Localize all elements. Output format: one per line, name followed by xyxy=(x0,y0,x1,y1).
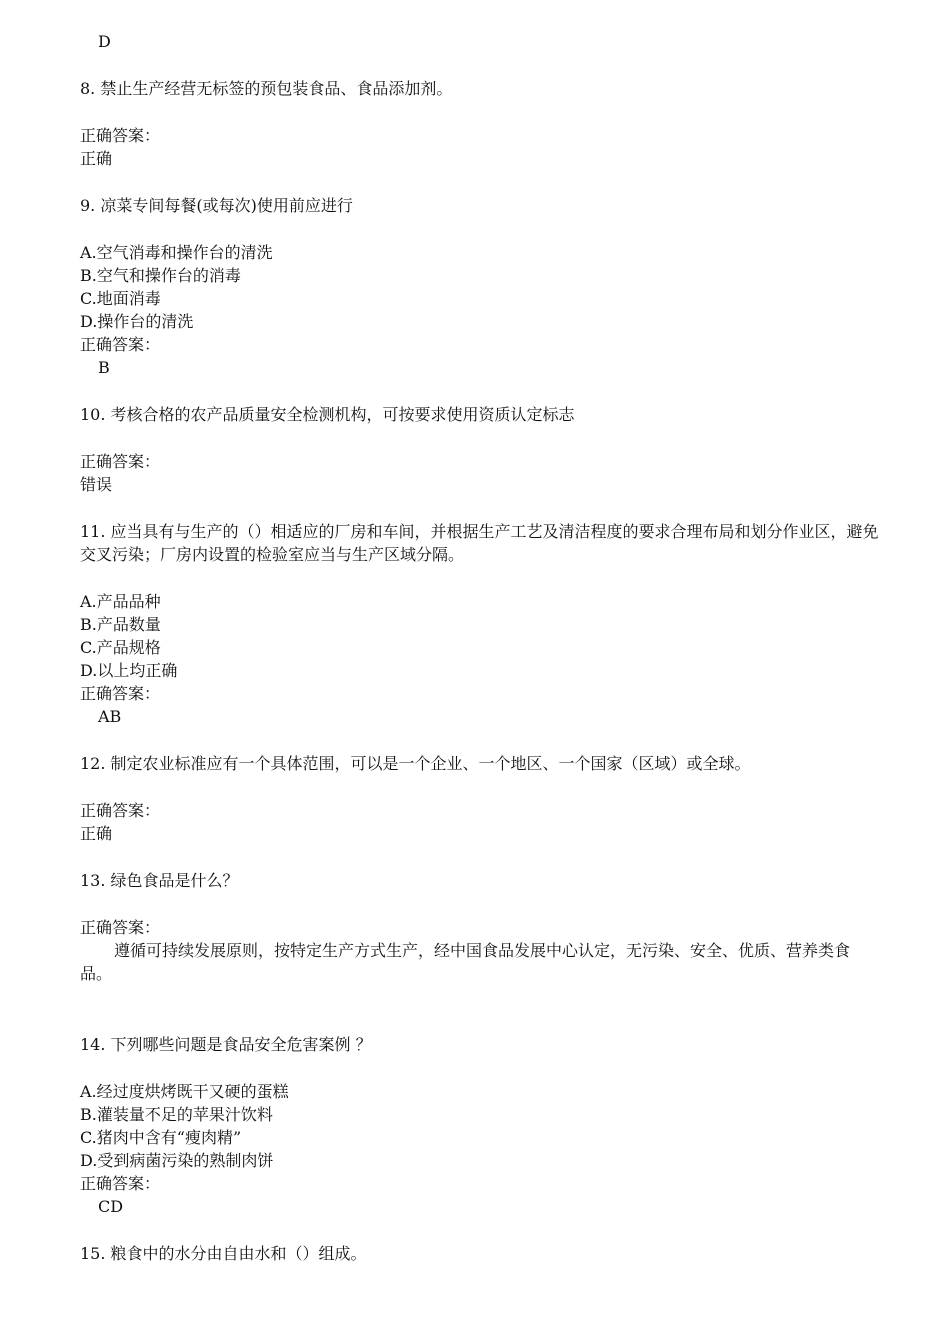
question-11-answer: AB xyxy=(98,707,122,726)
question-11-option-c: C.产品规格 xyxy=(80,638,161,657)
question-11-answer-label: 正确答案： xyxy=(80,684,161,703)
question-8-answer-label: 正确答案： xyxy=(80,126,161,145)
question-10-text: 10. 考核合格的农产品质量安全检测机构，可按要求使用资质认定标志 xyxy=(80,405,575,424)
question-8-text: 8. 禁止生产经营无标签的预包装食品、食品添加剂。 xyxy=(80,79,453,98)
question-11-option-d: D.以上均正确 xyxy=(80,661,178,680)
question-9-answer: B xyxy=(98,358,110,377)
question-12-text: 12. 制定农业标准应有一个具体范围，可以是一个企业、一个地区、一个国家（区域）或全球。 xyxy=(80,754,751,773)
question-14-option-b: B.灌装量不足的苹果汁饮料 xyxy=(80,1105,273,1124)
question-14-option-c: C.猪肉中含有“瘦肉精” xyxy=(80,1128,242,1147)
question-14-answer: CD xyxy=(98,1197,124,1216)
question-14-option-a: A.经过度烘烤既干又硬的蛋糕 xyxy=(80,1082,289,1101)
question-14-answer-label: 正确答案： xyxy=(80,1174,161,1193)
question-12-answer-label: 正确答案： xyxy=(80,801,161,820)
question-9-option-a: A.空气消毒和操作台的清洗 xyxy=(80,243,273,262)
question-14-text: 14. 下列哪些问题是食品安全危害案例 ？ xyxy=(80,1035,372,1054)
question-9-text: 9. 凉菜专间每餐(或每次)使用前应进行 xyxy=(80,196,353,215)
question-9-option-d: D.操作台的清洗 xyxy=(80,312,194,331)
question-11-text: 11. 应当具有与生产的（）相适应的厂房和车间，并根据生产工艺及清洁程度的要求合理布局和划分作业区，避免交叉污染；厂房内设置的检验室应当与生产区域分隔。 xyxy=(80,522,879,564)
question-12-answer: 正确 xyxy=(80,824,113,843)
question-11-option-a: A.产品品种 xyxy=(80,592,161,611)
question-14-option-d: D.受到病菌污染的熟制肉饼 xyxy=(80,1151,274,1170)
question-13-answer: 遵循可持续发展原则，按特定生产方式生产，经中国食品发展中心认定，无污染、安全、优质、营养类食品。 xyxy=(80,941,851,983)
question-10-answer: 错误 xyxy=(80,475,113,494)
document-page xyxy=(80,30,880,1265)
question-9-option-c: C.地面消毒 xyxy=(80,289,161,308)
question-13-answer-label: 正确答案： xyxy=(80,918,161,937)
question-13-text: 13. 绿色食品是什么？ xyxy=(80,871,239,890)
question-9-answer-label: 正确答案： xyxy=(80,335,161,354)
question-9-option-b: B.空气和操作台的消毒 xyxy=(80,266,241,285)
question-10-answer-label: 正确答案： xyxy=(80,452,161,471)
question-15-text: 15. 粮食中的水分由自由水和（）组成。 xyxy=(80,1244,367,1263)
question-11-option-b: B.产品数量 xyxy=(80,615,161,634)
question-8-answer: 正确 xyxy=(80,149,113,168)
previous-answer: D xyxy=(98,32,111,51)
